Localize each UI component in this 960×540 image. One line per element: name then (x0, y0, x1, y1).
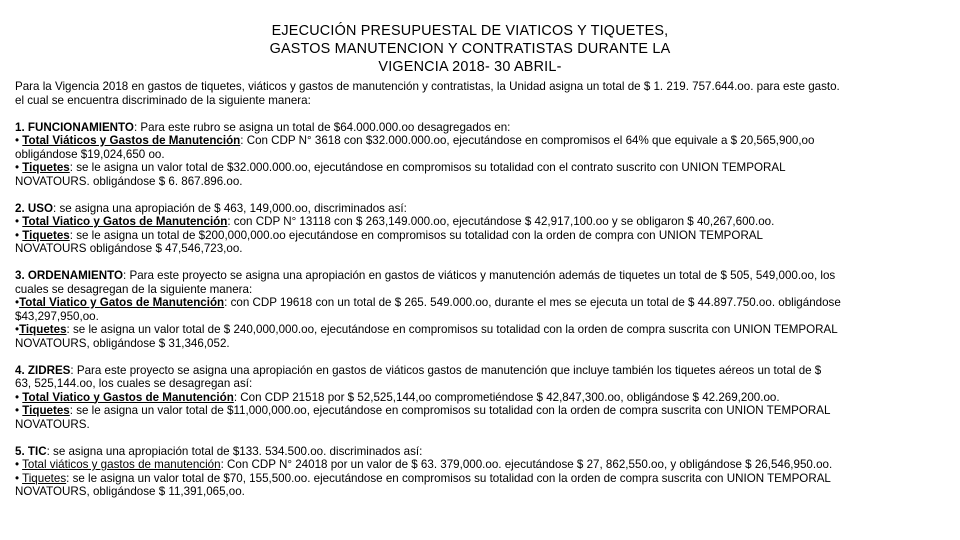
section-ordenamiento (15, 269, 945, 350)
item-text: : se le asigna un valor total de $70, 155,500.oo. ejecutándose en compromisos su totalidad con la orden de compra suscrita con UNION TEMPORAL (66, 471, 831, 485)
item-text: obligándose $19,024,650 oo. (15, 147, 165, 161)
section-zidres (15, 364, 945, 432)
item-label: Total Viáticos y Gastos de Manutención (22, 134, 241, 147)
item-text: : Con CDP N° 24018 por un valor de $ 63. 379,000.oo. ejecutándose $ 27, 862,550.oo, y obligándose $ 26,546,950.oo. (220, 458, 833, 471)
document-body (15, 80, 945, 499)
section-uso (15, 202, 945, 256)
bullet: • (15, 161, 23, 174)
item-label: Tiquetes (19, 323, 67, 336)
bullet: • (15, 228, 23, 242)
section-text: 63, 525,144.oo, los cuales se desagregan así: (15, 377, 253, 390)
item-text: NOVATOURS. obligándose $ 6. 867.896.oo. (15, 174, 243, 188)
item-text: NOVATOURS. (15, 417, 90, 431)
bullet: • (15, 458, 23, 471)
item-text: NOVATOURS obligándose $ 47,546,723,oo. (15, 242, 243, 255)
title-line-2: GASTOS MANUTENCION Y CONTRATISTAS DURANTE LA (269, 41, 671, 57)
item-label: Total Viatico y Gastos de Manutención (22, 390, 234, 404)
bullet: • (15, 296, 20, 309)
section-heading: 1. FUNCIONAMIENTO (15, 120, 134, 134)
bullet: • (15, 404, 23, 417)
section-heading: 3. ORDENAMIENTO (15, 269, 124, 282)
section-tic (15, 445, 945, 499)
section-text: : Para este proyecto se asigna una apropiación en gastos de viáticos gastos de manutención que incluye también los tiquetes aéreos un total de $ (70, 363, 822, 377)
item-label: Total viáticos y gastos de manutención (22, 458, 221, 471)
item-text: : se le asigna un valor total de $11,000,000.oo, ejecutándose en compromisos su totalidad con la orden de compra suscrita con UNION TEMPORAL (69, 404, 831, 417)
bullet: • (15, 215, 23, 228)
intro-paragraph (15, 80, 945, 107)
item-text: : se le asigna un total de $200,000,000.oo ejecutándose en compromisos su totalidad con la orden de compra con UNION TEMPORAL (69, 228, 763, 242)
section-text: : Para este proyecto se asigna una apropiación en gastos de viáticos y manutención además de tiquetes un total de $ 505, 549,000.oo, los (123, 269, 836, 282)
item-label: Tiquetes (22, 161, 70, 174)
section-heading: 5. TIC (15, 444, 47, 458)
item-text: : se le asigna un valor total de $ 240,000,000.oo, ejecutándose en compromisos su totalidad con la orden de compra suscrita con UNION TEMPORAL (66, 323, 838, 336)
item-text: $43,297,950,oo. (15, 309, 99, 323)
section-heading: 2. USO (15, 201, 54, 215)
item-text: : con CDP 19618 con un total de $ 265. 549.000.oo, durante el mes se ejecuta un total de $ 44.897.750.oo. obligándose (224, 296, 841, 309)
item-label: Tiquetes (22, 471, 67, 485)
item-text: : Con CDP 21518 por $ 52,525,144,oo comprometiéndose $ 42,847,300.oo, obligándose $ 42.269,200.oo. (233, 390, 780, 404)
item-label: Tiquetes (22, 228, 70, 242)
bullet: • (15, 323, 20, 336)
item-text: NOVATOURS, obligándose $ 11,391,065,oo. (15, 485, 245, 498)
section-heading: 4. ZIDRES (15, 363, 71, 377)
bullet: • (15, 471, 23, 485)
title-line-1: EJECUCIÓN PRESUPUESTAL DE VIATICOS Y TIQUETES, (271, 23, 669, 39)
section-text: cuales se desagregan de la siguiente manera: (15, 282, 253, 296)
page-title (200, 22, 740, 76)
intro-line-2: el cual se encuentra discriminado de la siguiente manera: (15, 93, 311, 107)
intro-line-1: Para la Vigencia 2018 en gastos de tiquetes, viáticos y gastos de manutención y contratistas, la Unidad asigna un total de $ 1. 219. 757.644.oo. para este gasto. (15, 80, 840, 93)
item-text: NOVATOURS, obligándose $ 31,346,052. (15, 336, 230, 350)
bullet: • (15, 390, 23, 404)
item-label: Total Viatico y Gatos de Manutención (19, 296, 225, 309)
item-text: : Con CDP N° 3618 con $32.000.000.oo, ejecutándose en compromisos el 64% que equivale a $ 20,565,900,oo (240, 134, 815, 147)
item-text: : con CDP N° 13118 con $ 263,149.000.oo, ejecutándose $ 42,917,100.oo y se obligaron $ 40,267,600.oo. (227, 215, 775, 228)
section-funcionamiento (15, 121, 945, 189)
item-label: Total Viatico y Gatos de Manutención (22, 215, 228, 228)
section-text: : Para este rubro se asigna un total de $64.000.000.oo desagregados en: (133, 120, 511, 134)
bullet: • (15, 134, 23, 147)
section-text: : se asigna una apropiación de $ 463, 149,000.oo, discriminados así: (53, 201, 407, 215)
item-text: : se le asigna un valor total de $32.000.000.oo, ejecutándose en compromisos su totalidad con el contrato suscrito con UNION TEMPORAL (69, 161, 786, 174)
title-line-3: VIGENCIA 2018- 30 ABRIL- (378, 59, 562, 75)
item-label: Tiquetes (22, 404, 70, 417)
section-text: : se asigna una apropiación total de $133. 534.500.oo. discriminados así: (46, 444, 423, 458)
